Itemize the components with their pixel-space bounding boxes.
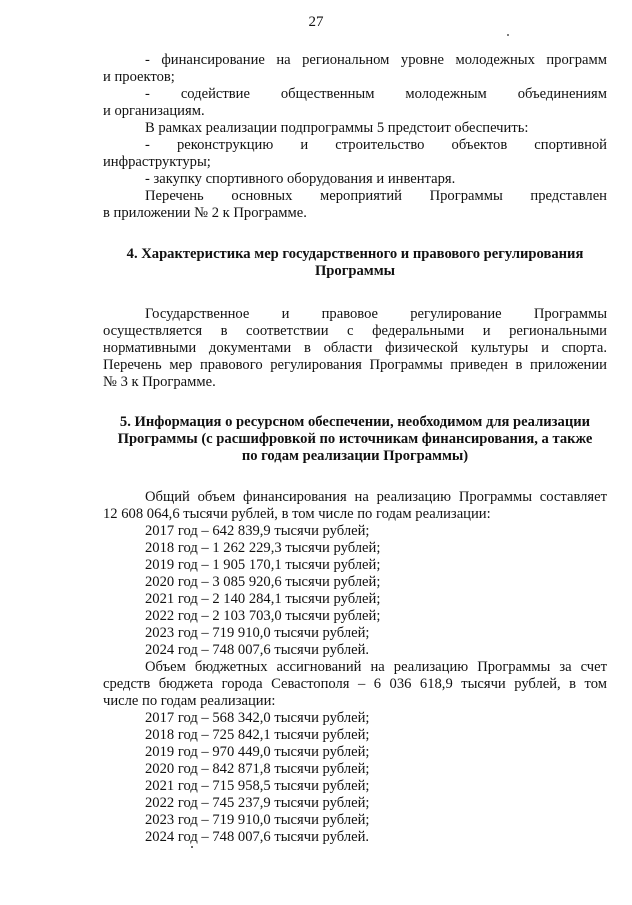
section-5-heading-line-1: 5. Информация о ресурсном обеспечении, необходимом для реализации bbox=[119, 414, 591, 430]
budget-funding-by-year bbox=[103, 710, 607, 846]
funding-year-line: 2021 год – 2 140 284,1 тысячи рублей; bbox=[145, 591, 381, 607]
document-page bbox=[103, 52, 607, 846]
scan-speck bbox=[191, 846, 193, 848]
total-funding-intro bbox=[103, 489, 607, 523]
text-line: Перечень мер правового регулирования Программы приведен в приложении bbox=[103, 357, 607, 373]
text-line: Государственное и правовое регулирование Программы bbox=[145, 306, 607, 322]
text-line: - закупку спортивного оборудования и инвентаря. bbox=[145, 171, 456, 187]
funding-year-line: 2024 год – 748 007,6 тысячи рублей. bbox=[145, 829, 370, 845]
section-5-heading-line-3: по годам реализации Программы) bbox=[241, 448, 469, 464]
section-4-heading-line-2: Программы bbox=[314, 263, 396, 279]
budget-funding-intro bbox=[103, 659, 607, 710]
funding-year-line: 2022 год – 2 103 703,0 тысячи рублей; bbox=[145, 608, 381, 624]
section-5 bbox=[103, 414, 607, 846]
text-line: № 3 к Программе. bbox=[103, 374, 216, 390]
funding-year-line: 2018 год – 1 262 229,3 тысячи рублей; bbox=[145, 540, 381, 556]
text-line: нормативными документами в области физической культуры и спорта. bbox=[103, 340, 607, 356]
scan-speck bbox=[507, 34, 509, 36]
text-line: Перечень основных мероприятий Программы представлен bbox=[145, 188, 607, 204]
text-line: 12 608 064,6 тысячи рублей, в том числе по годам реализации: bbox=[103, 506, 491, 522]
intro-block bbox=[103, 52, 607, 222]
text-line: Объем бюджетных ассигнований на реализацию Программы за счет bbox=[145, 659, 607, 675]
section-5-heading bbox=[103, 414, 607, 465]
section-4-heading-line-1: 4. Характеристика мер государственного и правового регулирования bbox=[126, 246, 584, 262]
text-line: инфраструктуры; bbox=[103, 154, 211, 170]
text-line: - реконструкцию и строительство объектов спортивной bbox=[145, 137, 607, 153]
section-5-heading-line-2: Программы (с расшифровкой по источникам финансирования, а также bbox=[117, 431, 593, 447]
funding-year-line: 2019 год – 970 449,0 тысячи рублей; bbox=[145, 744, 370, 760]
text-line: и проектов; bbox=[103, 69, 175, 85]
text-line: и организациям. bbox=[103, 103, 205, 119]
text-line: осуществляется в соответствии с федеральными и региональными bbox=[103, 323, 607, 339]
funding-year-line: 2021 год – 715 958,5 тысячи рублей; bbox=[145, 778, 370, 794]
page-number: 27 bbox=[308, 14, 324, 30]
section-4 bbox=[103, 246, 607, 391]
text-line: средств бюджета города Севастополя – 6 036 618,9 тысячи рублей, в том bbox=[103, 676, 607, 692]
funding-year-line: 2024 год – 748 007,6 тысячи рублей. bbox=[145, 642, 370, 658]
funding-year-line: 2023 год – 719 910,0 тысячи рублей; bbox=[145, 625, 370, 641]
funding-year-line: 2023 год – 719 910,0 тысячи рублей; bbox=[145, 812, 370, 828]
funding-year-line: 2018 год – 725 842,1 тысячи рублей; bbox=[145, 727, 370, 743]
funding-year-line: 2020 год – 3 085 920,6 тысячи рублей; bbox=[145, 574, 381, 590]
text-line: В рамках реализации подпрограммы 5 предстоит обеспечить: bbox=[145, 120, 529, 136]
text-line: - финансирование на региональном уровне молодежных программ bbox=[145, 52, 607, 68]
funding-year-line: 2019 год – 1 905 170,1 тысячи рублей; bbox=[145, 557, 381, 573]
text-line: в приложении № 2 к Программе. bbox=[103, 205, 307, 221]
funding-year-line: 2017 год – 642 839,9 тысячи рублей; bbox=[145, 523, 370, 539]
text-line: - содействие общественным молодежным объединениям bbox=[145, 86, 607, 102]
funding-year-line: 2022 год – 745 237,9 тысячи рублей; bbox=[145, 795, 370, 811]
funding-year-line: 2020 год – 842 871,8 тысячи рублей; bbox=[145, 761, 370, 777]
text-line: числе по годам реализации: bbox=[103, 693, 276, 709]
section-4-heading bbox=[103, 246, 607, 280]
text-line: Общий объем финансирования на реализацию Программы составляет bbox=[145, 489, 607, 505]
funding-year-line: 2017 год – 568 342,0 тысячи рублей; bbox=[145, 710, 370, 726]
section-4-body bbox=[103, 306, 607, 391]
total-funding-by-year bbox=[103, 523, 607, 659]
